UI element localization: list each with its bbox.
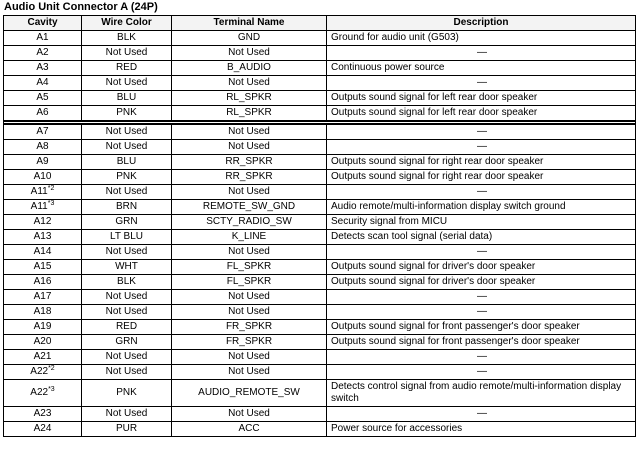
cavity-cell — [4, 275, 82, 290]
header-row — [4, 16, 636, 31]
terminal-name-cell: SCTY_RADIO_SW — [172, 215, 327, 230]
description-cell: — — [327, 46, 636, 61]
wire-color-cell: BLK — [82, 31, 172, 46]
terminal-name-cell: FL_SPKR — [172, 260, 327, 275]
wire-color-cell: Not Used — [82, 76, 172, 91]
table-row — [4, 170, 636, 185]
terminal-name-cell: FL_SPKR — [172, 275, 327, 290]
cavity-label: A21 — [33, 351, 52, 362]
terminal-name-cell: RL_SPKR — [172, 106, 327, 122]
cavity-cell — [4, 140, 82, 155]
terminal-name-cell: RR_SPKR — [172, 170, 327, 185]
wire-color-cell: BRN — [82, 200, 172, 215]
description-cell: Outputs sound signal for right rear door speaker — [327, 155, 636, 170]
cavity-label: A23 — [33, 408, 52, 419]
cavity-label: A4 — [36, 77, 49, 88]
wire-color-cell: GRN — [82, 215, 172, 230]
description-cell: — — [327, 76, 636, 91]
terminal-name-cell: RR_SPKR — [172, 155, 327, 170]
table-row — [4, 290, 636, 305]
wire-color-cell: PNK — [82, 170, 172, 185]
description-cell: — — [327, 407, 636, 422]
cavity-label: A20 — [33, 336, 52, 347]
cavity-cell — [4, 185, 82, 200]
table-row — [4, 140, 636, 155]
cavity-label: A7 — [36, 126, 49, 137]
cavity-label: A13 — [33, 231, 52, 242]
terminal-name-cell: K_LINE — [172, 230, 327, 245]
terminal-name-cell: RL_SPKR — [172, 91, 327, 106]
table-row — [4, 106, 636, 122]
table-row — [4, 407, 636, 422]
header-wire-color: Wire Color — [82, 16, 172, 31]
cavity-cell — [4, 230, 82, 245]
table-row — [4, 61, 636, 76]
cavity-label: A3 — [36, 62, 49, 73]
cavity-label: A6 — [36, 107, 49, 118]
header-cavity: Cavity — [4, 16, 82, 31]
description-cell: Outputs sound signal for left rear door speaker — [327, 91, 636, 106]
description-cell: — — [327, 365, 636, 380]
table-row — [4, 422, 636, 437]
wire-color-cell: Not Used — [82, 46, 172, 61]
cavity-label: A18 — [33, 306, 52, 317]
description-cell: — — [327, 290, 636, 305]
cavity-note: *3 — [48, 386, 55, 393]
table-row — [4, 275, 636, 290]
description-cell: Outputs sound signal for right rear door speaker — [327, 170, 636, 185]
cavity-cell — [4, 170, 82, 185]
wire-color-cell: Not Used — [82, 124, 172, 140]
terminal-name-cell: Not Used — [172, 245, 327, 260]
terminal-name-cell: Not Used — [172, 365, 327, 380]
terminal-name-cell: Not Used — [172, 305, 327, 320]
terminal-name-cell: Not Used — [172, 350, 327, 365]
cavity-cell — [4, 46, 82, 61]
cavity-cell — [4, 365, 82, 380]
description-cell: — — [327, 124, 636, 140]
cavity-label: A8 — [36, 141, 49, 152]
table-body — [4, 31, 636, 437]
terminal-name-cell: Not Used — [172, 290, 327, 305]
terminal-name-cell: Not Used — [172, 76, 327, 91]
cavity-cell — [4, 215, 82, 230]
description-cell: Detects control signal from audio remote/multi-information display switch — [327, 380, 636, 407]
cavity-label: A10 — [33, 171, 52, 182]
wire-color-cell: Not Used — [82, 305, 172, 320]
cavity-label: A24 — [33, 423, 52, 434]
description-cell: Detects scan tool signal (serial data) — [327, 230, 636, 245]
description-cell: Audio remote/multi-information display switch ground — [327, 200, 636, 215]
cavity-cell — [4, 290, 82, 305]
cavity-label: A5 — [36, 92, 49, 103]
terminal-name-cell: ACC — [172, 422, 327, 437]
wire-color-cell: Not Used — [82, 350, 172, 365]
table-row — [4, 350, 636, 365]
table-row — [4, 335, 636, 350]
description-cell: Ground for audio unit (G503) — [327, 31, 636, 46]
table-row — [4, 245, 636, 260]
cavity-label: A16 — [33, 276, 52, 287]
description-cell: Outputs sound signal for left rear door speaker — [327, 106, 636, 122]
terminal-name-cell: Not Used — [172, 407, 327, 422]
cavity-cell — [4, 422, 82, 437]
wire-color-cell: Not Used — [82, 407, 172, 422]
wire-color-cell: Not Used — [82, 365, 172, 380]
cavity-note: *2 — [48, 365, 55, 372]
cavity-cell — [4, 91, 82, 106]
terminal-name-cell: FR_SPKR — [172, 320, 327, 335]
cavity-cell — [4, 106, 82, 122]
table-row — [4, 46, 636, 61]
table-row — [4, 155, 636, 170]
terminal-name-cell: GND — [172, 31, 327, 46]
wire-color-cell: BLU — [82, 91, 172, 106]
terminal-name-cell: Not Used — [172, 46, 327, 61]
table-row — [4, 365, 636, 380]
description-cell: — — [327, 245, 636, 260]
terminal-name-cell: FR_SPKR — [172, 335, 327, 350]
description-cell: Power source for accessories — [327, 422, 636, 437]
header-description: Description — [327, 16, 636, 31]
header-terminal-name: Terminal Name — [172, 16, 327, 31]
terminal-name-cell: REMOTE_SW_GND — [172, 200, 327, 215]
cavity-cell — [4, 155, 82, 170]
wire-color-cell: BLU — [82, 155, 172, 170]
description-cell: — — [327, 350, 636, 365]
cavity-cell — [4, 305, 82, 320]
table-row — [4, 215, 636, 230]
wire-color-cell: RED — [82, 320, 172, 335]
table-row — [4, 200, 636, 215]
table-row — [4, 185, 636, 200]
cavity-cell — [4, 350, 82, 365]
wire-color-cell: Not Used — [82, 290, 172, 305]
terminal-name-cell: AUDIO_REMOTE_SW — [172, 380, 327, 407]
cavity-note: *3 — [47, 200, 55, 207]
terminal-name-cell: Not Used — [172, 124, 327, 140]
description-cell: Outputs sound signal for front passenger's door speaker — [327, 320, 636, 335]
cavity-label: A9 — [36, 156, 49, 167]
description-cell: Security signal from MICU — [327, 215, 636, 230]
cavity-note: *2 — [47, 185, 55, 192]
description-cell: — — [327, 185, 636, 200]
wire-color-cell: Not Used — [82, 140, 172, 155]
cavity-label: A15 — [33, 261, 52, 272]
table-row — [4, 91, 636, 106]
table-row — [4, 76, 636, 91]
terminal-name-cell: Not Used — [172, 140, 327, 155]
table-row — [4, 305, 636, 320]
connector-table — [3, 15, 636, 437]
terminal-name-cell: Not Used — [172, 185, 327, 200]
description-cell: Outputs sound signal for front passenger's door speaker — [327, 335, 636, 350]
cavity-cell — [4, 61, 82, 76]
cavity-label: A12 — [33, 216, 52, 227]
cavity-cell — [4, 320, 82, 335]
description-cell: Outputs sound signal for driver's door speaker — [327, 260, 636, 275]
terminal-name-cell: B_AUDIO — [172, 61, 327, 76]
wire-color-cell: BLK — [82, 275, 172, 290]
wire-color-cell: RED — [82, 61, 172, 76]
wire-color-cell: GRN — [82, 335, 172, 350]
cavity-label: A22 — [30, 366, 49, 377]
wire-color-cell: PNK — [82, 106, 172, 122]
cavity-cell — [4, 124, 82, 140]
wire-color-cell: PUR — [82, 422, 172, 437]
wire-color-cell: Not Used — [82, 245, 172, 260]
description-cell: Outputs sound signal for driver's door speaker — [327, 275, 636, 290]
cavity-label: A14 — [33, 246, 52, 257]
table-row — [4, 124, 636, 140]
table-title: Audio Unit Connector A (24P) — [4, 1, 158, 13]
cavity-label: A11 — [30, 201, 48, 212]
cavity-cell — [4, 407, 82, 422]
cavity-cell — [4, 200, 82, 215]
cavity-label: A11 — [30, 186, 48, 197]
description-cell: Continuous power source — [327, 61, 636, 76]
cavity-label: A17 — [33, 291, 52, 302]
wire-color-cell: WHT — [82, 260, 172, 275]
cavity-cell — [4, 380, 82, 407]
cavity-label: A19 — [33, 321, 52, 332]
cavity-label: A22 — [30, 387, 49, 398]
cavity-cell — [4, 335, 82, 350]
table-row — [4, 380, 636, 407]
wire-color-cell: PNK — [82, 380, 172, 407]
cavity-cell — [4, 76, 82, 91]
table-row — [4, 260, 636, 275]
wire-color-cell: Not Used — [82, 185, 172, 200]
cavity-cell — [4, 245, 82, 260]
table-row — [4, 320, 636, 335]
description-cell: — — [327, 305, 636, 320]
cavity-cell — [4, 260, 82, 275]
cavity-label: A1 — [36, 32, 49, 43]
wire-color-cell: LT BLU — [82, 230, 172, 245]
cavity-cell — [4, 31, 82, 46]
cavity-label: A2 — [36, 47, 49, 58]
table-row — [4, 31, 636, 46]
description-cell: — — [327, 140, 636, 155]
table-row — [4, 230, 636, 245]
